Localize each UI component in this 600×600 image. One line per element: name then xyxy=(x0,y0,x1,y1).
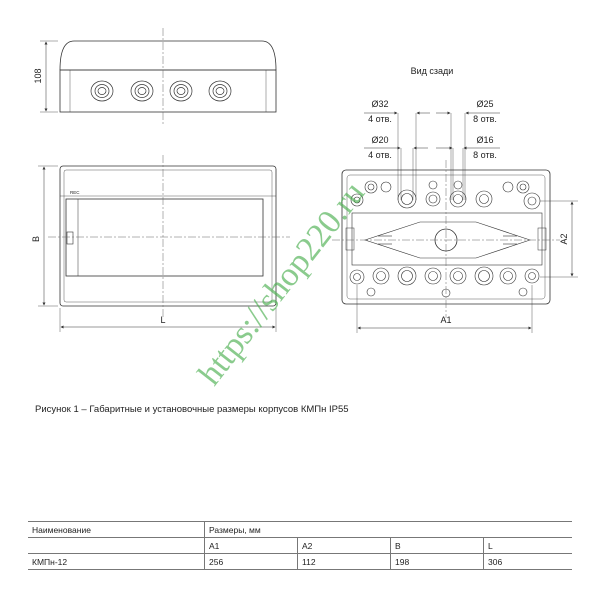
hole-d32-count: 4 отв. xyxy=(368,114,392,124)
watermark-text: https://shop220.ru xyxy=(191,175,373,393)
knockout xyxy=(475,267,493,285)
empty-cell xyxy=(28,538,205,554)
hole-d25-count: 8 отв. xyxy=(473,114,497,124)
hole-d20-count: 4 отв. xyxy=(368,150,392,160)
front-view xyxy=(38,155,290,332)
cable-gland xyxy=(170,81,192,101)
figure-caption: Рисунок 1 – Габаритные и установочные размеры корпусов КМПн IP55 xyxy=(35,404,349,415)
front-small-label: REC xyxy=(70,190,80,195)
a2-dimension-label: A2 xyxy=(559,233,569,245)
knockout xyxy=(425,268,441,284)
subheader-a2: A2 xyxy=(298,538,391,554)
col-dims-header: Размеры, мм xyxy=(205,522,573,538)
cable-gland xyxy=(91,81,113,101)
top-view xyxy=(40,28,276,125)
table-row xyxy=(28,554,572,570)
value-l: 306 xyxy=(484,554,573,570)
table-subheader-row xyxy=(28,538,572,554)
knockout xyxy=(381,182,391,192)
knockout xyxy=(367,288,527,297)
knockout xyxy=(517,181,529,193)
rear-view-title: Вид сзади xyxy=(410,66,454,76)
knockout xyxy=(500,268,516,284)
knockout xyxy=(503,182,513,192)
subheader-l: L xyxy=(484,538,573,554)
knockout xyxy=(429,181,462,189)
col-name-header: Наименование xyxy=(28,522,205,538)
knockout xyxy=(426,192,440,206)
value-a1: 256 xyxy=(205,554,298,570)
knockout xyxy=(398,190,416,208)
dimensions-table xyxy=(28,521,572,570)
knockout xyxy=(350,270,364,284)
hole-d25-label: Ø25 xyxy=(476,99,494,109)
knockout xyxy=(351,194,363,206)
cable-gland xyxy=(209,81,231,101)
subheader-b: B xyxy=(391,538,484,554)
knockout xyxy=(373,268,389,284)
table-header-row xyxy=(28,522,572,538)
knockout xyxy=(365,181,377,193)
a1-dimension-label: A1 xyxy=(440,315,452,325)
l-dimension-label: L xyxy=(160,315,166,325)
subheader-a1: A1 xyxy=(205,538,298,554)
value-a2: 112 xyxy=(298,554,391,570)
row-name: КМПн-12 xyxy=(28,554,205,570)
rear-view xyxy=(332,113,578,333)
knockout xyxy=(450,268,466,284)
hole-d16-label: Ø16 xyxy=(476,135,494,145)
knockout xyxy=(476,191,492,207)
knockout xyxy=(450,191,466,207)
knockout xyxy=(525,269,539,283)
cable-gland xyxy=(131,81,153,101)
knockout xyxy=(524,193,540,209)
b-dimension-label: B xyxy=(31,235,41,243)
knockout xyxy=(398,267,416,285)
value-b: 198 xyxy=(391,554,484,570)
hole-d32-label: Ø32 xyxy=(371,99,389,109)
hole-d16-count: 8 отв. xyxy=(473,150,497,160)
hole-d20-label: Ø20 xyxy=(371,135,389,145)
height-dimension-label: 108 xyxy=(33,68,43,84)
